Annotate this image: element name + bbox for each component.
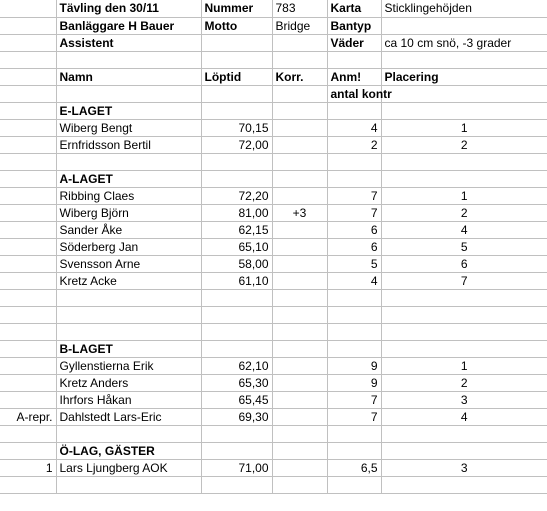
remark-cell[interactable]: 5: [327, 255, 381, 272]
empty-row: [0, 476, 547, 493]
correction-cell[interactable]: [272, 119, 327, 136]
run-time-cell[interactable]: 81,00: [201, 204, 272, 221]
controls-count-header[interactable]: antal kontr: [327, 85, 381, 102]
remark-cell[interactable]: 7: [327, 204, 381, 221]
runner-name-cell[interactable]: Kretz Anders: [56, 374, 201, 391]
correction-cell[interactable]: [272, 459, 327, 476]
runner-name-cell[interactable]: Gyllenstierna Erik: [56, 357, 201, 374]
cell[interactable]: [381, 425, 547, 442]
cell[interactable]: [327, 51, 381, 68]
course-setter-cell[interactable]: Banläggare H Bauer: [56, 17, 201, 34]
cell[interactable]: [272, 170, 327, 187]
run-time-cell[interactable]: 69,30: [201, 408, 272, 425]
header-row-1: [0, 0, 547, 17]
row-label-cell[interactable]: [0, 187, 56, 204]
cell[interactable]: [0, 442, 56, 459]
placement-cell[interactable]: 1: [381, 187, 547, 204]
placement-cell[interactable]: 1: [381, 119, 547, 136]
empty-row: [0, 306, 547, 323]
cell[interactable]: [327, 170, 381, 187]
cell[interactable]: [272, 425, 327, 442]
run-time-cell[interactable]: 62,10: [201, 357, 272, 374]
cell[interactable]: [272, 306, 327, 323]
runner-name-cell[interactable]: Dahlstedt Lars-Eric: [56, 408, 201, 425]
row-label-cell[interactable]: [0, 255, 56, 272]
run-time-cell[interactable]: 65,45: [201, 391, 272, 408]
runner-name-cell[interactable]: Söderberg Jan: [56, 238, 201, 255]
cell[interactable]: [381, 170, 547, 187]
column-header-row: [0, 68, 547, 85]
motto-label-cell[interactable]: Motto: [201, 17, 272, 34]
course-type-label-cell[interactable]: Bantyp: [327, 17, 381, 34]
empty-row: [0, 153, 547, 170]
cell[interactable]: [327, 442, 381, 459]
cell[interactable]: [381, 85, 547, 102]
correction-cell[interactable]: [272, 391, 327, 408]
results-sections: [0, 102, 547, 493]
remark-cell[interactable]: 6,5: [327, 459, 381, 476]
cell[interactable]: [0, 85, 56, 102]
cell[interactable]: [272, 34, 327, 51]
cell[interactable]: [327, 289, 381, 306]
cell[interactable]: [201, 170, 272, 187]
correction-cell[interactable]: [272, 136, 327, 153]
o-lag-guests-title[interactable]: Ö-LAG, GÄSTER: [56, 442, 201, 459]
placement-cell[interactable]: 7: [381, 272, 547, 289]
header-row-2: [0, 17, 547, 34]
cell[interactable]: [327, 153, 381, 170]
correction-column-header[interactable]: Korr.: [272, 68, 327, 85]
cell[interactable]: [381, 442, 547, 459]
cell[interactable]: [201, 51, 272, 68]
row-label-cell[interactable]: [0, 136, 56, 153]
cell[interactable]: [0, 51, 56, 68]
placement-cell[interactable]: 4: [381, 408, 547, 425]
row-label-cell[interactable]: 1: [0, 459, 56, 476]
runner-name-cell[interactable]: Ihrfors Håkan: [56, 391, 201, 408]
cell[interactable]: [201, 102, 272, 119]
runner-name-cell[interactable]: Ribbing Claes: [56, 187, 201, 204]
table-row: [0, 136, 547, 153]
cell[interactable]: [381, 153, 547, 170]
row-label-cell[interactable]: [0, 119, 56, 136]
row-label-cell[interactable]: [0, 391, 56, 408]
run-time-cell[interactable]: 72,00: [201, 136, 272, 153]
cell[interactable]: [56, 153, 201, 170]
cell[interactable]: [327, 425, 381, 442]
placement-cell[interactable]: 1: [381, 357, 547, 374]
cell[interactable]: [381, 476, 547, 493]
run-time-cell[interactable]: 72,20: [201, 187, 272, 204]
cell[interactable]: [56, 51, 201, 68]
row-label-cell[interactable]: [0, 272, 56, 289]
table-row: [0, 255, 547, 272]
b-lag-title-row: [0, 340, 547, 357]
cell[interactable]: [201, 34, 272, 51]
runner-name-cell[interactable]: Sander Åke: [56, 221, 201, 238]
cell[interactable]: [327, 102, 381, 119]
table-row: [0, 357, 547, 374]
cell[interactable]: [0, 68, 56, 85]
placement-cell[interactable]: 4: [381, 221, 547, 238]
remark-cell[interactable]: 7: [327, 187, 381, 204]
placement-cell[interactable]: 6: [381, 255, 547, 272]
empty-row: [0, 51, 547, 68]
cell[interactable]: [327, 323, 381, 340]
empty-row: [0, 323, 547, 340]
header-row-3: [0, 34, 547, 51]
number-label-cell[interactable]: Nummer: [201, 0, 272, 17]
correction-cell[interactable]: [272, 221, 327, 238]
cell[interactable]: [56, 289, 201, 306]
remark-cell[interactable]: 2: [327, 136, 381, 153]
correction-cell[interactable]: [272, 272, 327, 289]
placement-cell[interactable]: 5: [381, 238, 547, 255]
cell[interactable]: [56, 85, 201, 102]
cell[interactable]: [56, 306, 201, 323]
course-type-value-cell[interactable]: [381, 17, 547, 34]
remark-cell[interactable]: 4: [327, 119, 381, 136]
cell[interactable]: [272, 442, 327, 459]
a-lag-title-row: [0, 170, 547, 187]
motto-value-cell[interactable]: Bridge: [272, 17, 327, 34]
weather-value-cell[interactable]: ca 10 cm snö, -3 grader: [381, 34, 547, 51]
runner-name-cell[interactable]: Ernfridsson Bertil: [56, 136, 201, 153]
cell[interactable]: [0, 102, 56, 119]
run-time-cell[interactable]: 58,00: [201, 255, 272, 272]
cell[interactable]: [201, 442, 272, 459]
row-label-cell[interactable]: [0, 238, 56, 255]
remark-cell[interactable]: 7: [327, 408, 381, 425]
cell[interactable]: [381, 51, 547, 68]
competition-date-cell[interactable]: Tävling den 30/11: [56, 0, 201, 17]
table-row: [0, 272, 547, 289]
remark-cell[interactable]: 6: [327, 221, 381, 238]
map-value-cell[interactable]: Sticklingehöjden: [381, 0, 547, 17]
correction-cell[interactable]: [272, 187, 327, 204]
placement-cell[interactable]: 2: [381, 374, 547, 391]
table-row: [0, 238, 547, 255]
cell[interactable]: [0, 425, 56, 442]
cell[interactable]: [56, 323, 201, 340]
cell[interactable]: [381, 102, 547, 119]
a-lag-title[interactable]: A-LAGET: [56, 170, 201, 187]
b-lag-title[interactable]: B-LAGET: [56, 340, 201, 357]
column-header-row-2: [0, 85, 547, 102]
runner-name-cell[interactable]: Wiberg Bengt: [56, 119, 201, 136]
cell[interactable]: [201, 323, 272, 340]
run-time-cell[interactable]: 65,30: [201, 374, 272, 391]
cell[interactable]: [272, 85, 327, 102]
placement-cell[interactable]: 3: [381, 391, 547, 408]
cell[interactable]: [0, 306, 56, 323]
cell[interactable]: [327, 340, 381, 357]
name-column-header[interactable]: Namn: [56, 68, 201, 85]
run-time-cell[interactable]: 70,15: [201, 119, 272, 136]
cell[interactable]: [0, 340, 56, 357]
time-column-header[interactable]: Löptid: [201, 68, 272, 85]
correction-cell[interactable]: [272, 357, 327, 374]
e-lag-title[interactable]: E-LAGET: [56, 102, 201, 119]
table-row: [0, 119, 547, 136]
cell[interactable]: [201, 306, 272, 323]
cell[interactable]: [381, 323, 547, 340]
remark-cell[interactable]: 7: [327, 391, 381, 408]
remark-cell[interactable]: 6: [327, 238, 381, 255]
row-label-cell[interactable]: [0, 204, 56, 221]
cell[interactable]: [0, 17, 56, 34]
cell[interactable]: [272, 323, 327, 340]
cell[interactable]: [0, 0, 56, 17]
cell[interactable]: [272, 340, 327, 357]
runner-name-cell[interactable]: Kretz Acke: [56, 272, 201, 289]
correction-cell[interactable]: [272, 374, 327, 391]
placement-cell[interactable]: 3: [381, 459, 547, 476]
table-row: [0, 374, 547, 391]
remark-cell[interactable]: 9: [327, 374, 381, 391]
table-row: [0, 204, 547, 221]
weather-label-cell[interactable]: Väder: [327, 34, 381, 51]
run-time-cell[interactable]: 62,15: [201, 221, 272, 238]
e-lag-title-row: [0, 102, 547, 119]
cell[interactable]: [0, 170, 56, 187]
cell[interactable]: [272, 102, 327, 119]
correction-cell[interactable]: [272, 408, 327, 425]
o-lag-guests-title-row: [0, 442, 547, 459]
placement-cell[interactable]: 2: [381, 136, 547, 153]
cell[interactable]: [272, 153, 327, 170]
cell[interactable]: [201, 340, 272, 357]
cell[interactable]: [201, 425, 272, 442]
runner-name-cell[interactable]: Wiberg Björn: [56, 204, 201, 221]
remark-column-header[interactable]: Anm!: [327, 68, 381, 85]
cell[interactable]: [272, 476, 327, 493]
correction-cell[interactable]: +3: [272, 204, 327, 221]
empty-row: [0, 425, 547, 442]
assistant-label-cell[interactable]: Assistent: [56, 34, 201, 51]
table-row: [0, 459, 547, 476]
run-time-cell[interactable]: 71,00: [201, 459, 272, 476]
cell[interactable]: [0, 153, 56, 170]
cell[interactable]: [56, 476, 201, 493]
cell[interactable]: [327, 306, 381, 323]
correction-cell[interactable]: [272, 255, 327, 272]
cell[interactable]: [0, 34, 56, 51]
row-label-cell[interactable]: [0, 357, 56, 374]
remark-cell[interactable]: 4: [327, 272, 381, 289]
table-row: [0, 187, 547, 204]
table-row: [0, 391, 547, 408]
cell[interactable]: [272, 289, 327, 306]
cell[interactable]: [381, 289, 547, 306]
cell[interactable]: [381, 306, 547, 323]
cell[interactable]: [201, 85, 272, 102]
number-value-cell[interactable]: 783: [272, 0, 327, 17]
cell[interactable]: [0, 476, 56, 493]
runner-name-cell[interactable]: Svensson Arne: [56, 255, 201, 272]
row-label-cell[interactable]: [0, 374, 56, 391]
cell[interactable]: [201, 476, 272, 493]
row-label-cell[interactable]: [0, 221, 56, 238]
row-label-cell[interactable]: A-repr.: [0, 408, 56, 425]
cell[interactable]: [327, 476, 381, 493]
remark-cell[interactable]: 9: [327, 357, 381, 374]
placement-column-header[interactable]: Placering: [381, 68, 547, 85]
map-label-cell[interactable]: Karta: [327, 0, 381, 17]
run-time-cell[interactable]: 65,10: [201, 238, 272, 255]
cell[interactable]: [272, 51, 327, 68]
empty-row: [0, 289, 547, 306]
cell[interactable]: [0, 289, 56, 306]
table-row: [0, 408, 547, 425]
correction-cell[interactable]: [272, 238, 327, 255]
cell[interactable]: [381, 340, 547, 357]
cell[interactable]: [201, 289, 272, 306]
cell[interactable]: [56, 425, 201, 442]
cell[interactable]: [201, 153, 272, 170]
runner-name-cell[interactable]: Lars Ljungberg AOK: [56, 459, 201, 476]
cell[interactable]: [0, 323, 56, 340]
run-time-cell[interactable]: 61,10: [201, 272, 272, 289]
placement-cell[interactable]: 2: [381, 204, 547, 221]
table-row: [0, 221, 547, 238]
